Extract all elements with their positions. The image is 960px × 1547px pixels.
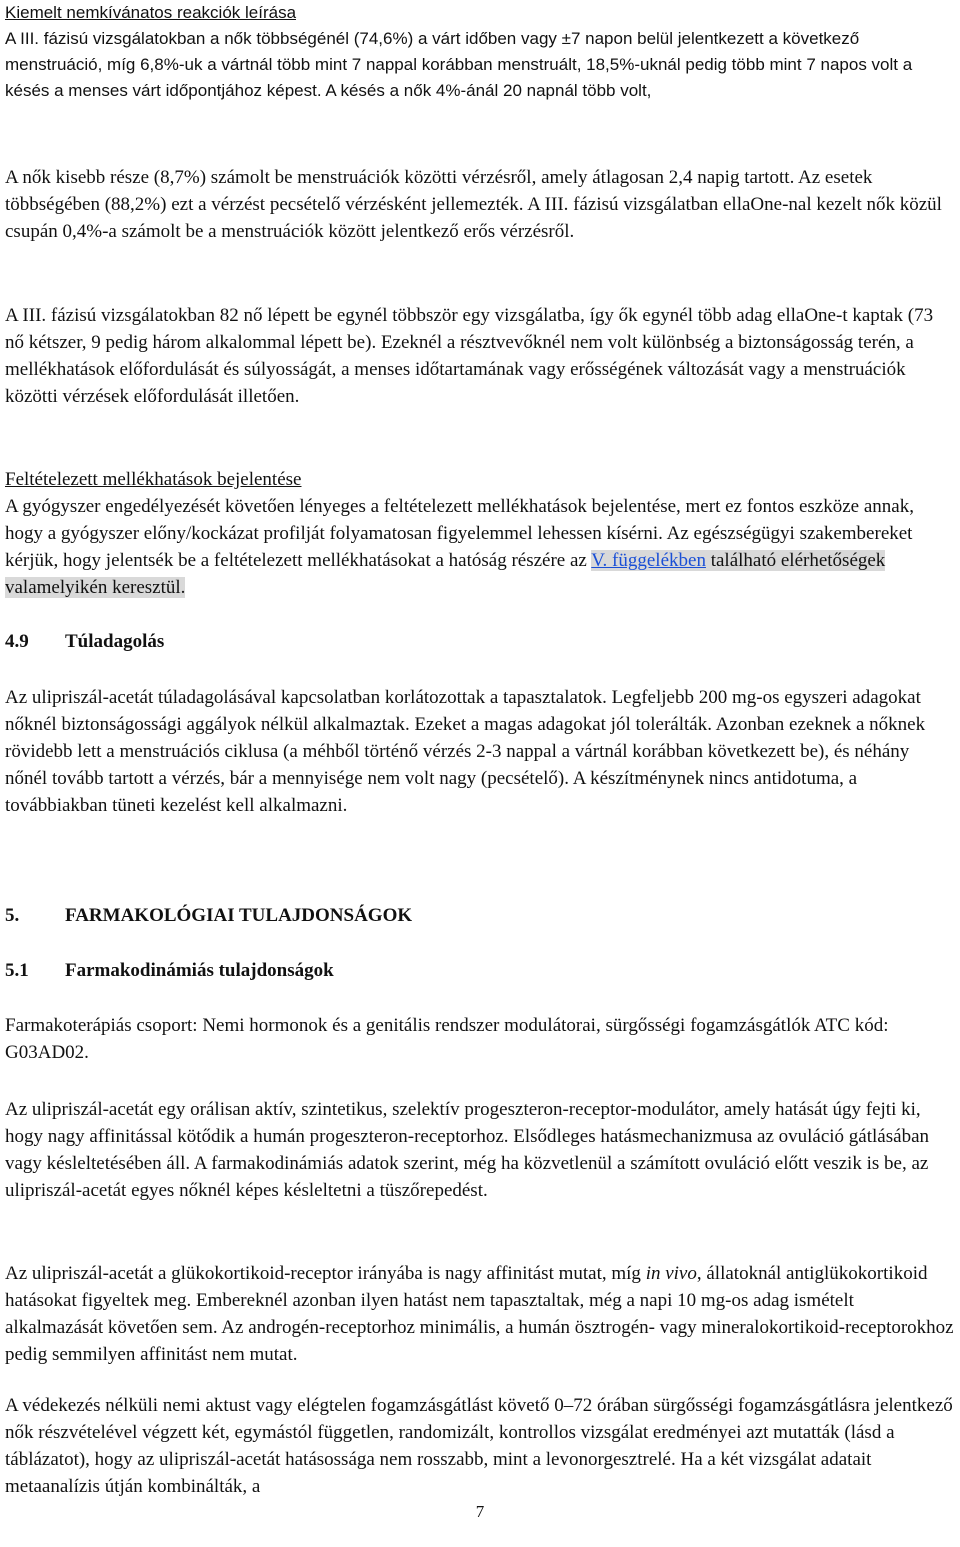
appendix-v-link[interactable]: V. függelékben <box>591 550 706 571</box>
glucocorticoid-paragraph: Az ulipriszál-acetát a glükokortikoid-receptor irányába is nagy affinitást mutat, míg in vivo, állatoknál antiglükokortikoid hatásokat figyeltek meg. Embereknél azonban ilyen hatást nem tapasztaltak, még a napi 10 mg-os adag ismételt alkalmazását követően sem. Az androgén-receptorhoz minimális, a humán ösztrogén- vagy mineralokortikoid-receptorokhoz pedig semmilyen affinitást nem mutat. <box>5 1263 954 1365</box>
pharmacotherapeutic-group-paragraph: Farmakoterápiás csoport: Nemi hormonok és a genitális rendszer modulátorai, sürgősségi fogamzásgátlók ATC kód: G03AD02. <box>5 1015 889 1063</box>
section-title: Kiemelt nemkívánatos reakciók leírása <box>5 3 297 22</box>
reporting-title: Feltételezett mellékhatások bejelentése <box>5 469 302 490</box>
repeat-dose-paragraph: A III. fázisú vizsgálatokban 82 nő lépett be egynél többször egy vizsgálatba, így ők egynél több adag ellaOne-t kaptak (73 nő kétszer, 9 pedig három alkalommal lépett be). Ezeknél a résztvevőknél nem volt különbség a biztonságosság terén, a mellékhatások előfordulását és súlyosságát, a menses időtartamának vagy erősségének változását vagy a menstruációk közötti vérzések előfordulását illetően. <box>5 305 934 407</box>
page-number: 7 <box>475 1502 485 1521</box>
heading-5-1: 5.1 Farmakodinámiás tulajdonságok <box>5 960 334 981</box>
heading-5: 5. FARMAKOLÓGIAI TULAJDONSÁGOK <box>5 905 413 926</box>
heading-4-9: 4.9 Túladagolás <box>5 631 165 652</box>
intermenstrual-bleeding-paragraph: A nők kisebb része (8,7%) számolt be menstruációk közötti vérzésről, amely átlagosan 2,4 napig tartott. Az esetek többségében (88,2%) ezt a vérzést pecsételő vérzésként jellemezték. A III. fázisú vizsgálatban ellaOne-nal kezelt nők közül csupán 0,4%-a számolt be a menstruációk között jelentkező erős vérzésről. <box>5 167 942 242</box>
mechanism-paragraph: Az ulipriszál-acetát egy orálisan aktív, szintetikus, szelektív progeszteron-receptor-modulátor, amely hatását úgy fejti ki, hogy nagy affinitással kötődik a humán progeszteron-receptorhoz. Elsődleges hatásmechanizmusa az ovuláció gátlásában vagy késleltetésében áll. A farmakodinámiás adatok szerint, még ha közvetlenül a számított ovuláció előtt veszik is be, az ulipriszál-acetát egyes nőknél képes késleltetni a tüszőrepedést. <box>5 1099 929 1201</box>
reporting-block <box>5 466 955 601</box>
reporting-paragraph: A gyógyszer engedélyezését követően lényeges a feltételezett mellékhatások bejelentése, mert ez fontos eszköze annak, hogy a gyógyszer előny/kockázat profilját folyamatosan figyelemmel lehessen kísérni. Az egészségügyi szakembereket kérjük, hogy jelentsék be a feltételezett mellékhatásokat a hatóság részére az V. függelékben található elérhetőségek valamelyikén keresztül. <box>5 496 914 598</box>
clinical-trials-paragraph: A védekezés nélküli nemi aktust vagy elégtelen fogamzásgátlást követő 0–72 órában sürgősségi fogamzásgátlásra jelentkező nők részvételével végzett két, egymástól független, randomizált, kontrollos vizsgálat eredményei azt mutatták (lásd a táblázatot), hogy az ulipriszál-acetát hatásossága nem rosszabb, mint a levonorgesztrelé. Ha a két vizsgálat adatait metaanalízis útján kombinálták, a <box>5 1395 953 1497</box>
menstruation-paragraph: A III. fázisú vizsgálatokban a nők többségénél (74,6%) a várt időben vagy ±7 napon belül jelentkezett a következő menstruáció, míg 6,8%-uk a vártnál több mint 7 nappal korábban menstruált, 18,5%-uknál pedig több mint 7 napos volt a késés a menses várt időpontjához képest. A késés a nők 4%-ánál 20 napnál több volt, <box>5 29 913 100</box>
side-effects-block <box>5 0 955 104</box>
overdose-paragraph: Az ulipriszál-acetát túladagolásával kapcsolatban korlátozottak a tapasztalatok. Legfeljebb 200 mg-os egyszeri adagokat nőknél biztonságossági aggályok nélkül alkalmaztak. Ezeket a magas adagokat jól tolerálták. Azonban ezeknek a nőknek rövidebb lett a menstruációs ciklusa (a méhből történő vérzés 2-3 nappal a vártnál korábban következett be), és néhány nőnél tovább tartott a vérzés, bár a mennyisége nem volt nagy (pecsételő). A készítménynek nincs antidotuma, a továbbiakban tüneti kezelést kell alkalmazni. <box>5 687 926 816</box>
